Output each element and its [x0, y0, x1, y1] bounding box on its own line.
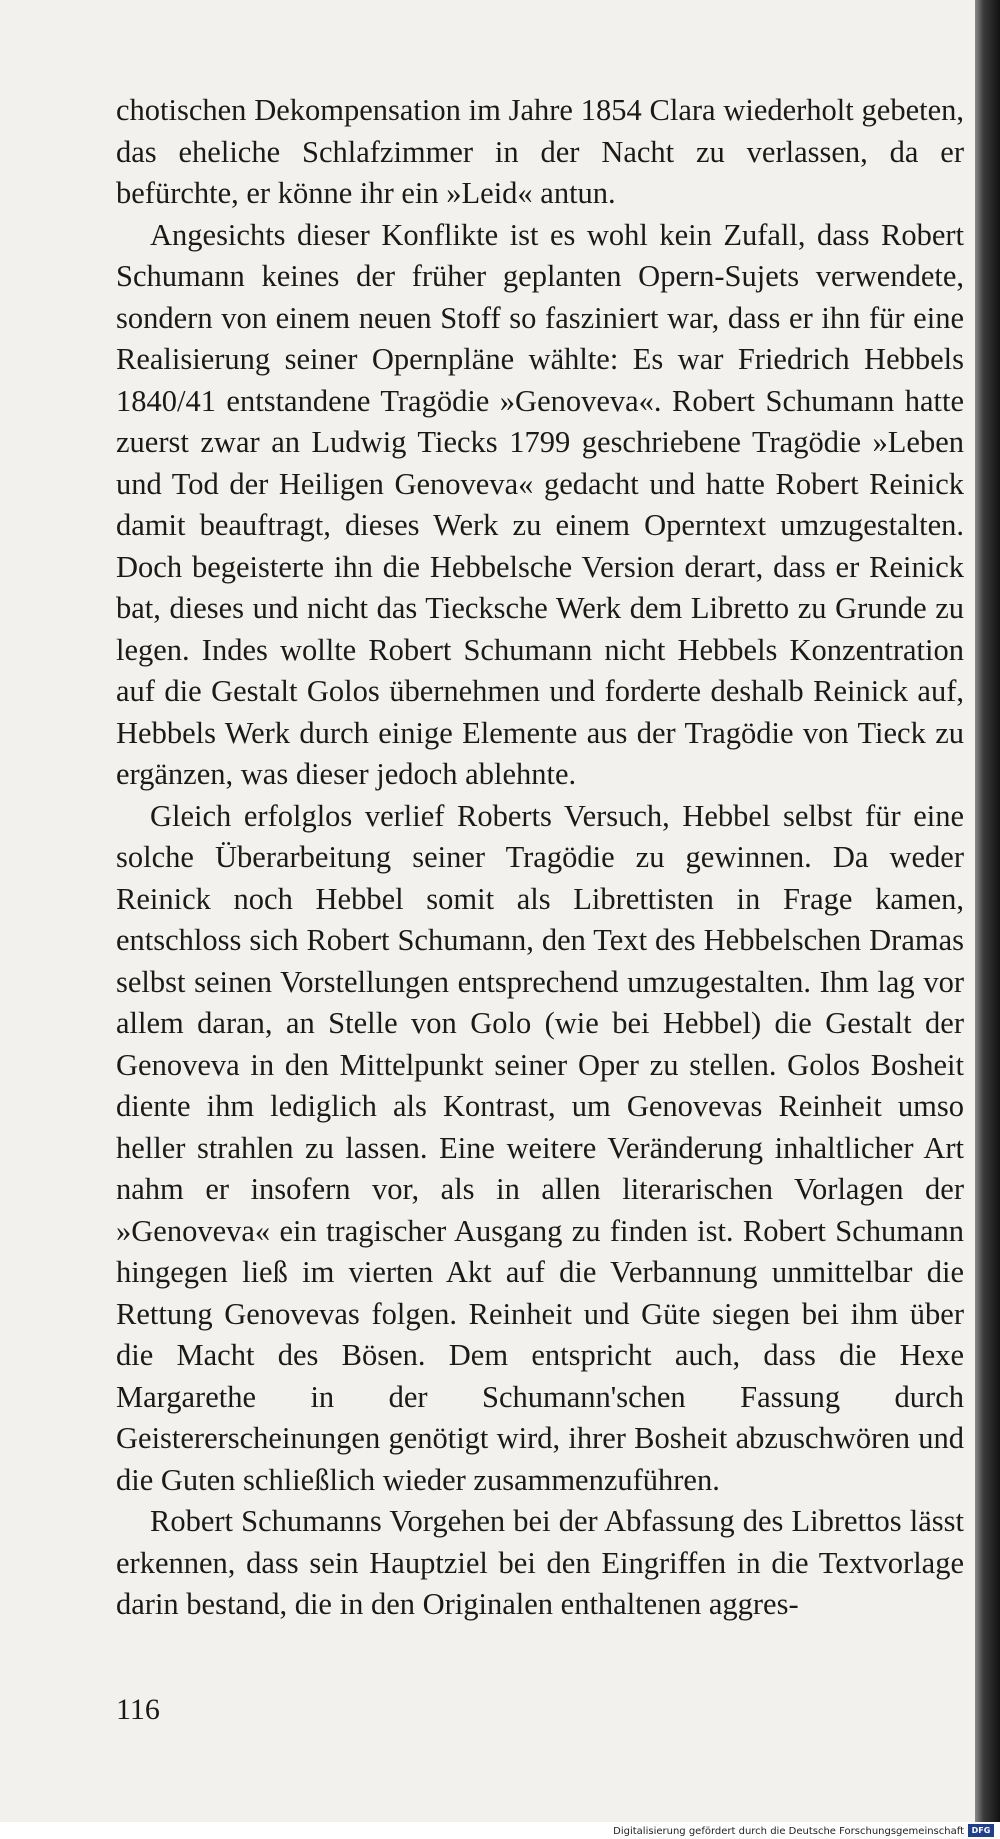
dfg-logo-icon: DFG: [968, 1824, 994, 1837]
paragraph-approach: Robert Schumanns Vorgehen bei der Abfassung des Librettos lässt erkennen, dass sein Hauptziel bei den Eingriffen in die Textvorlage darin bestand, die in den Originalen enthaltenen aggres-: [116, 1504, 964, 1621]
page-number: 116: [116, 1693, 160, 1726]
digitization-credit: Digitalisierung gefördert durch die Deutsche Forschungsgemeinschaft: [613, 1826, 964, 1837]
paragraph-continued: chotischen Dekompensation im Jahre 1854 Clara wiederholt gebeten, das eheliche Schlafzimmer in der Nacht zu verlassen, da er befürchte, er könne ihr ein »Leid« antun.: [116, 93, 964, 210]
paragraph-genoveva-choice: Angesichts dieser Konflikte ist es wohl kein Zufall, dass Robert Schumann keines der früher geplanten Opern-Sujets verwendete, sondern von einem neuen Stoff so fasziniert war, dass er ihn für eine Realisierung seiner Opernpläne wählte: Es war Friedrich Hebbels 1840/41 entstandene Tragödie »Genoveva«. Robert Schumann hatte zuerst zwar an Ludwig Tiecks 1799 geschriebene Tragödie »Leben und Tod der Heiligen Genoveva« gedacht und hatte Robert Reinick damit beauftragt, dieses Werk zu einem Operntext umzugestalten. Doch begeisterte ihn die Hebbelsche Version derart, dass er Reinick bat, dieses und nicht das Tiecksche Werk dem Libretto zu Grunde zu legen. Indes wollte Robert Schumann nicht Hebbels Konzentration auf die Gestalt Golos übernehmen und forderte deshalb Reinick auf, Hebbels Werk durch einige Elemente aus der Tragödie von Tieck zu ergänzen, was dieser jedoch ablehnte.: [116, 217, 964, 791]
body-text: [116, 90, 964, 1626]
paragraph-libretto-revision: Gleich erfolglos verlief Roberts Versuch, Hebbel selbst für eine solche Überarbeitung seiner Tragödie zu gewinnen. Da weder Reinick noch Hebbel somit als Librettisten in Frage kamen, entschloss sich Robert Schumann, den Text des Hebbelschen Dramas selbst seinen Vorstellungen entsprechend umzugestalten. Ihm lag vor allem daran, an Stelle von Golo (wie bei Hebbel) die Gestalt der Genoveva in den Mittelpunkt seiner Oper zu stellen. Golos Bosheit diente ihm lediglich als Kontrast, um Genovevas Reinheit umso heller strahlen zu lassen. Eine weitere Veränderung inhaltlicher Art nahm er insofern vor, als in allen literarischen Vorlagen der »Genoveva« ein tragischer Ausgang zu finden ist. Robert Schumann hingegen ließ im vierten Akt auf die Verbannung unmittelbar die Rettung Genovevas folgen. Reinheit und Güte siegen bei ihm über die Macht des Bösen. Dem entspricht auch, dass die Hexe Margarethe in der Schumann'schen Fassung durch Geistererscheinungen genötigt wird, ihrer Bosheit abzuschwören und die Guten schließlich wieder zusammenzuführen.: [116, 798, 964, 1497]
book-gutter-shadow: [975, 0, 1000, 1822]
